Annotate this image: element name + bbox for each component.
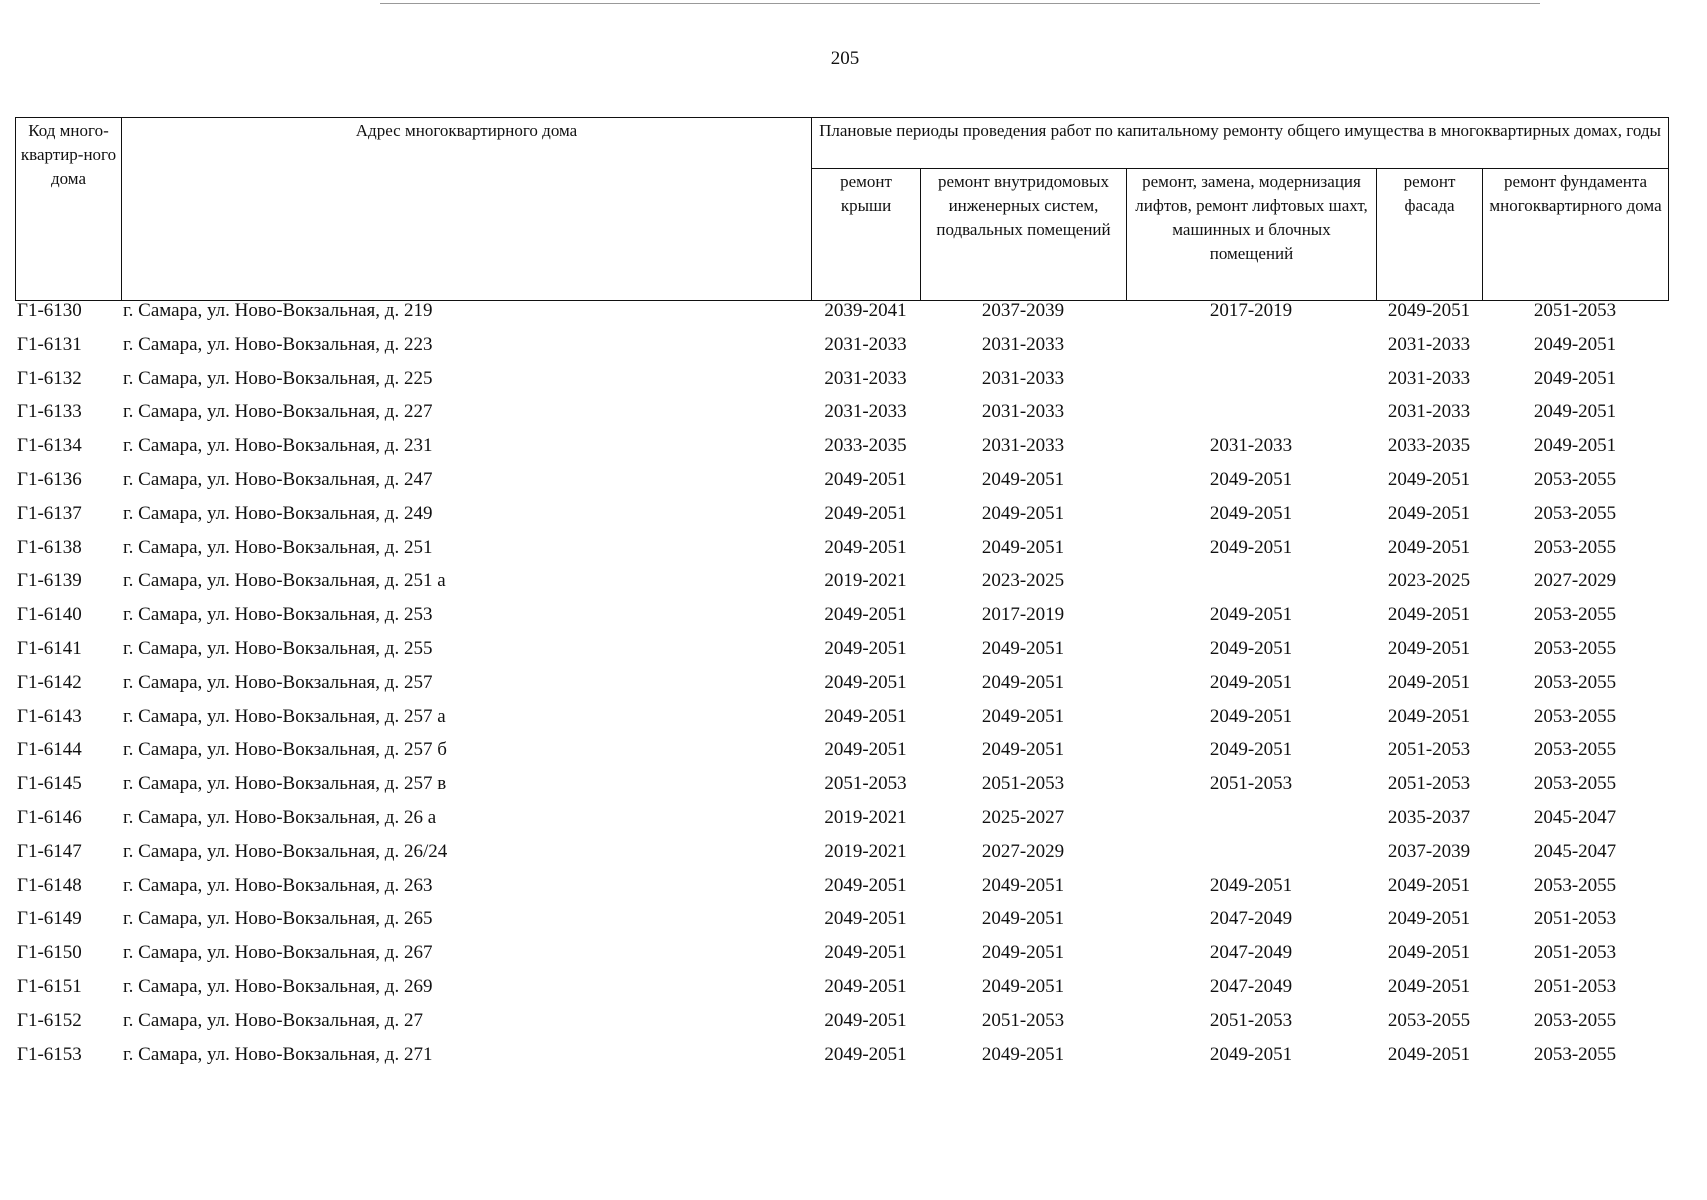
header-address: Адрес многоквартирного дома xyxy=(122,118,812,301)
row-foundation: 2053-2055 xyxy=(1533,739,1617,761)
row-code: Г1-6141 xyxy=(17,637,82,659)
row-roof: 2049-2051 xyxy=(824,705,907,727)
table-row xyxy=(15,706,1668,740)
row-lifts: 2047-2049 xyxy=(1209,908,1293,930)
row-lifts: 2047-2049 xyxy=(1209,942,1293,964)
header-roof: ремонт крыши xyxy=(812,169,921,301)
row-foundation: 2053-2055 xyxy=(1533,874,1617,896)
row-roof: 2049-2051 xyxy=(824,942,907,964)
row-address: г. Самара, ул. Ново-Вокзальная, д. 27 xyxy=(123,1009,423,1031)
row-systems: 2031-2033 xyxy=(981,435,1065,457)
row-foundation: 2049-2051 xyxy=(1533,401,1617,423)
row-address: г. Самара, ул. Ново-Вокзальная, д. 251 а xyxy=(123,570,446,592)
row-lifts xyxy=(1126,334,1376,368)
row-systems: 2049-2051 xyxy=(981,908,1065,930)
row-address: г. Самара, ул. Ново-Вокзальная, д. 225 xyxy=(123,367,433,389)
row-systems: 2037-2039 xyxy=(981,300,1065,321)
row-systems: 2049-2051 xyxy=(981,1043,1065,1065)
row-lifts xyxy=(1126,368,1376,402)
row-roof: 2033-2035 xyxy=(824,435,907,457)
row-lifts: 2049-2051 xyxy=(1209,536,1293,558)
row-roof: 2049-2051 xyxy=(824,637,907,659)
row-systems: 2027-2029 xyxy=(981,840,1065,862)
table-row xyxy=(15,908,1668,942)
row-systems: 2049-2051 xyxy=(981,468,1065,490)
row-code: Г1-6132 xyxy=(17,367,82,389)
row-systems: 2031-2033 xyxy=(981,401,1065,423)
table-row xyxy=(15,638,1668,672)
header-periods: Плановые периоды проведения работ по капитальному ремонту общего имущества в многоквартирных домах, годы xyxy=(812,118,1669,169)
row-code: Г1-6137 xyxy=(17,502,82,524)
table-row xyxy=(15,1010,1668,1044)
table-row xyxy=(15,503,1668,537)
row-foundation: 2053-2055 xyxy=(1533,773,1617,795)
table-row xyxy=(15,976,1668,1010)
row-lifts: 2017-2019 xyxy=(1209,300,1293,321)
table-row xyxy=(15,672,1668,706)
row-facade: 2049-2051 xyxy=(1387,942,1471,964)
table-row xyxy=(15,604,1668,638)
row-facade: 2049-2051 xyxy=(1387,975,1471,997)
row-foundation: 2053-2055 xyxy=(1533,705,1617,727)
row-address: г. Самара, ул. Ново-Вокзальная, д. 257 в xyxy=(123,773,447,795)
row-address: г. Самара, ул. Ново-Вокзальная, д. 227 xyxy=(123,401,433,423)
row-lifts: 2049-2051 xyxy=(1209,874,1293,896)
table-row xyxy=(15,773,1668,807)
row-roof: 2049-2051 xyxy=(824,908,907,930)
row-systems: 2031-2033 xyxy=(981,333,1065,355)
row-lifts xyxy=(1126,401,1376,435)
row-lifts: 2051-2053 xyxy=(1209,773,1293,795)
row-foundation: 2049-2051 xyxy=(1533,333,1617,355)
row-systems: 2049-2051 xyxy=(981,739,1065,761)
row-facade: 2049-2051 xyxy=(1387,502,1471,524)
row-foundation: 2053-2055 xyxy=(1533,604,1617,626)
row-address: г. Самара, ул. Ново-Вокзальная, д. 26 а xyxy=(123,806,437,828)
row-facade: 2049-2051 xyxy=(1387,908,1471,930)
row-lifts: 2049-2051 xyxy=(1209,468,1293,490)
row-code: Г1-6148 xyxy=(17,874,82,896)
row-facade: 2053-2055 xyxy=(1387,1009,1471,1031)
row-foundation: 2051-2053 xyxy=(1533,975,1617,997)
header-facade: ремонт фасада xyxy=(1377,169,1483,301)
row-foundation: 2045-2047 xyxy=(1533,840,1617,862)
row-foundation: 2053-2055 xyxy=(1533,671,1617,693)
row-lifts: 2049-2051 xyxy=(1209,705,1293,727)
row-roof: 2019-2021 xyxy=(824,806,907,828)
table-row xyxy=(15,807,1668,841)
row-facade: 2051-2053 xyxy=(1387,739,1471,761)
row-facade: 2049-2051 xyxy=(1387,1043,1471,1065)
row-foundation: 2053-2055 xyxy=(1533,1009,1617,1031)
row-address: г. Самара, ул. Ново-Вокзальная, д. 231 xyxy=(123,435,433,457)
row-lifts: 2049-2051 xyxy=(1209,739,1293,761)
row-code: Г1-6138 xyxy=(17,536,82,558)
table-header xyxy=(15,117,1669,301)
row-address: г. Самара, ул. Ново-Вокзальная, д. 26/24 xyxy=(123,840,448,862)
row-foundation: 2051-2053 xyxy=(1533,908,1617,930)
row-roof: 2049-2051 xyxy=(824,604,907,626)
row-systems: 2049-2051 xyxy=(981,874,1065,896)
row-foundation: 2051-2053 xyxy=(1533,300,1617,321)
row-lifts: 2047-2049 xyxy=(1209,975,1293,997)
row-code: Г1-6136 xyxy=(17,468,82,490)
row-code: Г1-6147 xyxy=(17,840,82,862)
row-roof: 2039-2041 xyxy=(824,300,907,321)
row-roof: 2049-2051 xyxy=(824,874,907,896)
row-address: г. Самара, ул. Ново-Вокзальная, д. 255 xyxy=(123,637,433,659)
row-systems: 2049-2051 xyxy=(981,637,1065,659)
row-code: Г1-6140 xyxy=(17,604,82,626)
row-lifts: 2049-2051 xyxy=(1209,502,1293,524)
table-row xyxy=(15,570,1668,604)
table-row xyxy=(15,739,1668,773)
table-row xyxy=(15,401,1668,435)
row-code: Г1-6146 xyxy=(17,806,82,828)
row-systems: 2049-2051 xyxy=(981,502,1065,524)
row-address: г. Самара, ул. Ново-Вокзальная, д. 269 xyxy=(123,975,433,997)
row-facade: 2049-2051 xyxy=(1387,536,1471,558)
row-lifts: 2049-2051 xyxy=(1209,637,1293,659)
table-row xyxy=(15,469,1668,503)
row-code: Г1-6153 xyxy=(17,1043,82,1065)
table-row xyxy=(15,1044,1668,1078)
table-row xyxy=(15,942,1668,976)
row-code: Г1-6151 xyxy=(17,975,82,997)
row-systems: 2051-2053 xyxy=(981,773,1065,795)
row-code: Г1-6149 xyxy=(17,908,82,930)
row-address: г. Самара, ул. Ново-Вокзальная, д. 253 xyxy=(123,604,433,626)
row-code: Г1-6145 xyxy=(17,773,82,795)
row-code: Г1-6143 xyxy=(17,705,82,727)
row-foundation: 2053-2055 xyxy=(1533,637,1617,659)
row-lifts: 2049-2051 xyxy=(1209,604,1293,626)
row-systems: 2023-2025 xyxy=(981,570,1065,592)
row-address: г. Самара, ул. Ново-Вокзальная, д. 267 xyxy=(123,942,433,964)
page-number: 205 xyxy=(830,48,860,69)
row-roof: 2049-2051 xyxy=(824,536,907,558)
row-facade: 2049-2051 xyxy=(1387,300,1471,321)
row-roof: 2019-2021 xyxy=(824,570,907,592)
row-facade: 2049-2051 xyxy=(1387,637,1471,659)
row-facade: 2049-2051 xyxy=(1387,705,1471,727)
row-facade: 2037-2039 xyxy=(1387,840,1471,862)
top-scan-rule xyxy=(380,3,1540,4)
row-code: Г1-6150 xyxy=(17,942,82,964)
row-code: Г1-6139 xyxy=(17,570,82,592)
row-address: г. Самара, ул. Ново-Вокзальная, д. 257 б xyxy=(123,739,447,761)
row-roof: 2031-2033 xyxy=(824,367,907,389)
row-facade: 2035-2037 xyxy=(1387,806,1471,828)
row-address: г. Самара, ул. Ново-Вокзальная, д. 249 xyxy=(123,502,433,524)
row-roof: 2031-2033 xyxy=(824,333,907,355)
row-systems: 2017-2019 xyxy=(981,604,1065,626)
row-systems: 2025-2027 xyxy=(981,806,1065,828)
row-facade: 2031-2033 xyxy=(1387,367,1471,389)
row-facade: 2023-2025 xyxy=(1387,570,1471,592)
row-address: г. Самара, ул. Ново-Вокзальная, д. 257 xyxy=(123,671,433,693)
row-roof: 2049-2051 xyxy=(824,468,907,490)
row-address: г. Самара, ул. Ново-Вокзальная, д. 251 xyxy=(123,536,433,558)
row-systems: 2049-2051 xyxy=(981,671,1065,693)
row-address: г. Самара, ул. Ново-Вокзальная, д. 247 xyxy=(123,468,433,490)
row-lifts: 2049-2051 xyxy=(1209,671,1293,693)
table-row xyxy=(15,368,1668,402)
row-facade: 2049-2051 xyxy=(1387,874,1471,896)
row-roof: 2051-2053 xyxy=(824,773,907,795)
row-address: г. Самара, ул. Ново-Вокзальная, д. 219 xyxy=(123,300,433,321)
row-roof: 2019-2021 xyxy=(824,840,907,862)
header-code: Код много-квартир-ного дома xyxy=(16,118,122,301)
row-roof: 2049-2051 xyxy=(824,671,907,693)
row-lifts: 2049-2051 xyxy=(1209,1043,1293,1065)
row-lifts: 2031-2033 xyxy=(1209,435,1293,457)
table-row xyxy=(15,334,1668,368)
row-systems: 2049-2051 xyxy=(981,942,1065,964)
row-address: г. Самара, ул. Ново-Вокзальная, д. 263 xyxy=(123,874,433,896)
row-code: Г1-6152 xyxy=(17,1009,82,1031)
row-code: Г1-6134 xyxy=(17,435,82,457)
table-row xyxy=(15,875,1668,909)
row-lifts: 2051-2053 xyxy=(1209,1009,1293,1031)
row-address: г. Самара, ул. Ново-Вокзальная, д. 271 xyxy=(123,1043,433,1065)
row-foundation: 2053-2055 xyxy=(1533,468,1617,490)
row-roof: 2049-2051 xyxy=(824,739,907,761)
row-facade: 2049-2051 xyxy=(1387,604,1471,626)
table-row xyxy=(15,841,1668,875)
row-address: г. Самара, ул. Ново-Вокзальная, д. 265 xyxy=(123,908,433,930)
row-foundation: 2053-2055 xyxy=(1533,1043,1617,1065)
row-facade: 2033-2035 xyxy=(1387,435,1471,457)
row-facade: 2031-2033 xyxy=(1387,333,1471,355)
row-lifts xyxy=(1126,570,1376,604)
row-systems: 2049-2051 xyxy=(981,975,1065,997)
header-systems: ремонт внутридомовых инженерных систем, подвальных помещений xyxy=(921,169,1127,301)
row-roof: 2031-2033 xyxy=(824,401,907,423)
table-rows xyxy=(15,300,1668,1077)
header-foundation: ремонт фундамента многоквартирного дома xyxy=(1483,169,1669,301)
row-foundation: 2045-2047 xyxy=(1533,806,1617,828)
row-facade: 2049-2051 xyxy=(1387,671,1471,693)
row-foundation: 2053-2055 xyxy=(1533,536,1617,558)
row-code: Г1-6131 xyxy=(17,333,82,355)
row-foundation: 2053-2055 xyxy=(1533,502,1617,524)
row-systems: 2051-2053 xyxy=(981,1009,1065,1031)
table-row xyxy=(15,300,1668,334)
row-roof: 2049-2051 xyxy=(824,1043,907,1065)
row-facade: 2031-2033 xyxy=(1387,401,1471,423)
row-facade: 2049-2051 xyxy=(1387,468,1471,490)
row-address: г. Самара, ул. Ново-Вокзальная, д. 257 а xyxy=(123,705,446,727)
row-lifts xyxy=(1126,807,1376,841)
row-address: г. Самара, ул. Ново-Вокзальная, д. 223 xyxy=(123,333,433,355)
table-row xyxy=(15,435,1668,469)
row-roof: 2049-2051 xyxy=(824,1009,907,1031)
row-code: Г1-6133 xyxy=(17,401,82,423)
row-foundation: 2051-2053 xyxy=(1533,942,1617,964)
row-foundation: 2049-2051 xyxy=(1533,367,1617,389)
row-code: Г1-6130 xyxy=(17,300,82,321)
row-code: Г1-6144 xyxy=(17,739,82,761)
row-foundation: 2027-2029 xyxy=(1533,570,1617,592)
row-roof: 2049-2051 xyxy=(824,975,907,997)
table-body xyxy=(15,300,1668,1077)
row-systems: 2049-2051 xyxy=(981,536,1065,558)
row-systems: 2031-2033 xyxy=(981,367,1065,389)
row-facade: 2051-2053 xyxy=(1387,773,1471,795)
row-code: Г1-6142 xyxy=(17,671,82,693)
header-lifts: ремонт, замена, модернизация лифтов, ремонт лифтовых шахт, машинных и блочных помещений xyxy=(1127,169,1377,301)
table-row xyxy=(15,537,1668,571)
row-roof: 2049-2051 xyxy=(824,502,907,524)
row-systems: 2049-2051 xyxy=(981,705,1065,727)
row-foundation: 2049-2051 xyxy=(1533,435,1617,457)
row-lifts xyxy=(1126,841,1376,875)
